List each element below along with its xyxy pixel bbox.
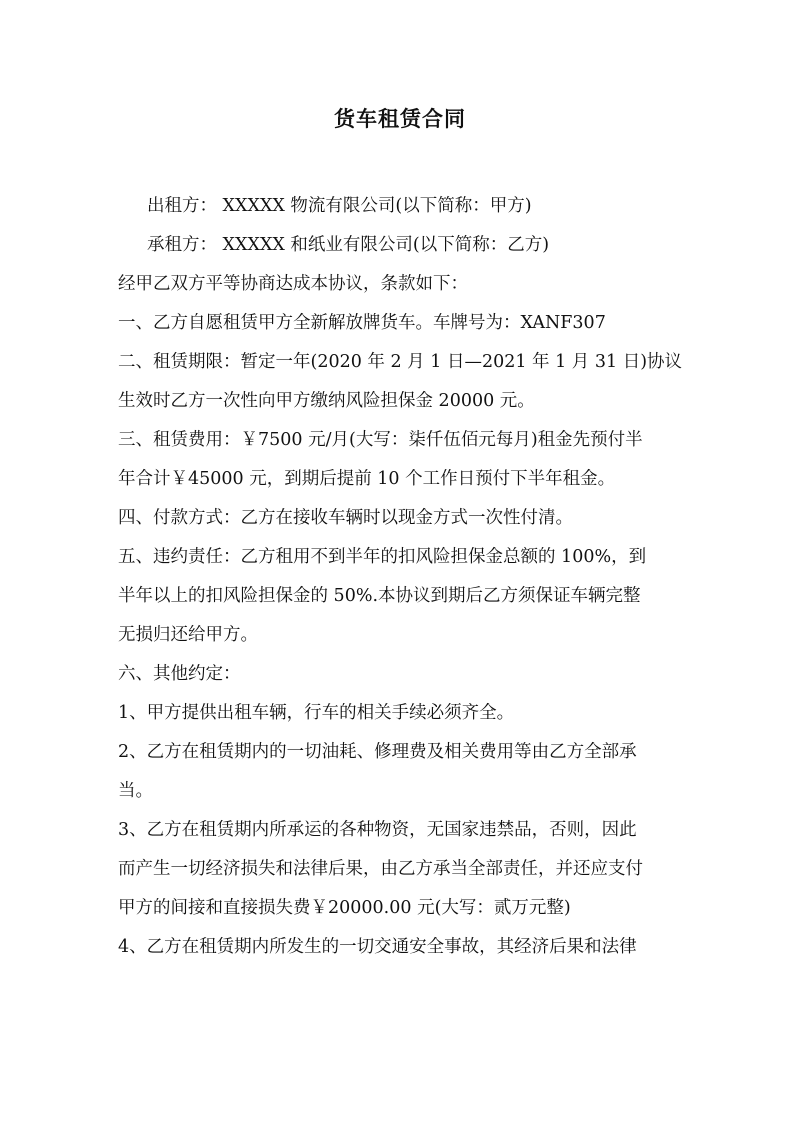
contract-body [118,187,688,967]
clause-line: 无损归还给甲方。 [118,625,258,645]
clause-line: 当。 [118,781,153,801]
clause-line: 四、付款方式：乙方在接收车辆时以现金方式一次性付清。 [118,508,573,528]
clause-line: 而产生一切经济损失和法律后果，由乙方承当全部责任，并还应支付 [118,859,643,879]
clause-line: 三、租赁费用：￥7500 元/月(大写：柒仟伍佰元每月)租金先预付半 [118,430,643,450]
clause-line: 六、其他约定： [118,664,241,684]
lessor-line: 出租方： XXXXX 物流有限公司(以下简称：甲方) [147,196,532,216]
clause-line: 4、乙方在租赁期内所发生的一切交通安全事故，其经济后果和法律 [118,937,637,957]
clause-line: 一、乙方自愿租赁甲方全新解放牌货车。车牌号为：XANF307 [118,313,606,333]
clause-line: 半年以上的扣风险担保金的 50%.本协议到期后乙方须保证车辆完整 [118,586,641,606]
clause-line: 年合计￥45000 元，到期后提前 10 个工作日预付下半年租金。 [118,469,616,489]
document-title: 货车租赁合同 [334,107,466,131]
clause-line: 五、违约责任：乙方租用不到半年的扣风险担保金总额的 100%，到 [118,547,647,567]
clause-line: 3、乙方在租赁期内所承运的各种物资，无国家违禁品，否则，因此 [118,820,637,840]
clause-line: 1、甲方提供出租车辆，行车的相关手续必须齐全。 [118,703,515,723]
clause-line: 2、乙方在租赁期内的一切油耗、修理费及相关费用等由乙方全部承 [118,742,637,762]
lessee-line: 承租方： XXXXX 和纸业有限公司(以下简称：乙方) [147,235,550,255]
clause-line: 二、租赁期限：暂定一年(2020 年 2 月 1 日—2021 年 1 月 31 日)协议 [118,352,683,372]
intro-line: 经甲乙双方平等协商达成本协议，条款如下： [118,274,468,294]
clause-line: 甲方的间接和直接损失费￥20000.00 元(大写：贰万元整) [118,898,571,918]
clause-line: 生效时乙方一次性向甲方缴纳风险担保金 20000 元。 [118,391,535,411]
